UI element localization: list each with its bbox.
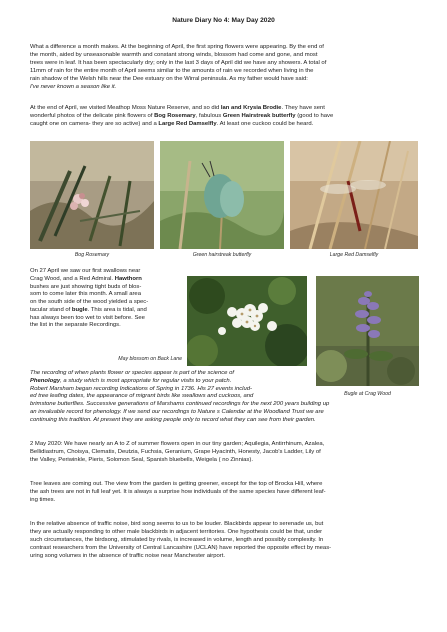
paragraph-line: the ash trees are not in full leaf yet. It is always a surprise how individuals of the same species have different leaf- (30, 489, 326, 495)
paragraph-line: trees were in leaf. It has been spectacularly dry; only in the last 3 days of April did we have any showers. A total of (30, 60, 327, 66)
paragraph-line: has always been too wet to visit before. See (30, 314, 145, 321)
bog-rosemary-caption: Bog Rosemary (74, 252, 110, 258)
paragraph-line: Phenology, a study which is most appropriate for regular visits to your patch. (30, 377, 232, 384)
paragraph-line: Tree leaves are coming out. The view from the garden is getting greener, except for the top of Brocka Hill, where (30, 481, 323, 487)
phenology-paragraph-top (30, 370, 310, 401)
paragraph-line: they are actually responding to other male blackbirds in adjacent territories. One hypothesis could be that, under (30, 529, 323, 535)
quote-line: I've never known a season like it. (30, 84, 117, 90)
paragraph-line: the list in the separate Recordings. (30, 322, 121, 329)
paragraph-line: an invaluable record for phenology. If we send our recordings to Nature s Calendar at the Woodland Trust we are (30, 408, 324, 415)
green-hairstreak-caption: Green hairstreak butterfly (192, 252, 252, 258)
large-red-damselfly-photo (290, 141, 418, 249)
paragraph-line: 11mm of rain for the entire month of April seems similar to the amounts of rain we recorded when living in the (30, 68, 314, 74)
paragraph-line: the Valley, Periwinkle, Pieris, Solomon Seal, Spanish bluebells, Weigela ( no Zinnias). (30, 457, 253, 463)
paragraph-line: In the relative absence of traffic noise, bird song seems to us to be louder. Blackbirds appear to serenade us, but (30, 521, 324, 527)
paragraph-line: the month, aided by unseasonable warmth and constant strong winds, blossom had come and gone, and most (30, 52, 318, 58)
paragraph-line: Robert Marsham began recording Indications of Spring in 1736. His 27 events includ- (30, 385, 253, 392)
paragraph-line: uring song volumes in the absence of traffic noise near Manchester airport. (30, 553, 226, 559)
paragraph-line: rain shadow of the Welsh hills near the Dee estuary on the Wirral peninsula. As my father would have said: (30, 76, 308, 82)
phenology-paragraph-bottom (30, 401, 419, 424)
paragraph-line: contrast researchers from the University of Central Lancashire (UCLAN) have reported the opposite effect by meas- (30, 545, 332, 551)
paragraph-line: som to come later this month. A small area (30, 291, 141, 298)
may-blossom-photo (187, 276, 307, 366)
bog-rosemary-photo (30, 141, 154, 249)
meathop-paragraph (30, 104, 419, 128)
paragraph-line: At the end of April, we visited Meathop Moss Nature Reserve, and so did Ian and Krysia Brodie. They have sent (30, 105, 325, 111)
tree-leaves-paragraph (30, 480, 419, 504)
paragraph-line: wonderful photos of the delicate pink flowers of Bog Rosemary, fabulous Green Hairstreak butterfly (good to have (30, 113, 334, 119)
paragraph-line: caught one on camera- they are so active) and a Large Red Damselfly. At least one cuckoo could be heard. (30, 121, 314, 127)
bird-song-paragraph (30, 520, 419, 560)
paragraph-line: such circumstances, the birdsong, stimulated by rivals, is increased in volume, length and possibly complexity. In (30, 537, 324, 543)
paragraph-line: ed tree leafing dates, the appearance of migrant birds like swallows and cuckoos, and (30, 393, 254, 400)
large-red-damselfly-caption: Large Red Damselfly (329, 252, 379, 258)
bugle-caption: Bugle at Crag Wood (344, 391, 391, 397)
page-title: Nature Diary No 4: May Day 2020 (172, 17, 275, 24)
green-hairstreak-photo (160, 141, 284, 249)
swallows-paragraph (30, 268, 182, 330)
paragraph-line: What a difference a month makes. At the beginning of April, the first spring flowers were appearing. By the end of (30, 44, 324, 50)
paragraph-line: tacular stand of bugle. This area is tidal, and (30, 306, 147, 313)
paragraph-line: The recording of when plants flower or species appear is part of the science of (30, 370, 234, 376)
paragraph-line: ing times. (30, 497, 56, 503)
paragraph-line: continuing this tradition. At present they are asking people only to record what they can see from their garden. (30, 416, 316, 423)
bugle-photo (316, 276, 419, 386)
paragraph-line: on the south side of the wood yielded a spec- (30, 299, 149, 305)
may-blossom-caption: May blossom on Back Lane (118, 356, 182, 362)
paragraph-line: Bellidiastrum, Choisya, Clematis, Deutzia, Fuchsia, Geranium, Grape Hyacinth, Honesty, Jacob's Ladder, Lily of (30, 449, 321, 455)
paragraph-line: 2 May 2020: We have nearly an A to Z of summer flowers open in our tiny garden; Aquilegia, Antirrhinum, Azalea, (30, 441, 325, 447)
paragraph-line: bushes are just showing tight buds of blos- (30, 283, 142, 290)
paragraph-line: On 27 April we saw our first swallows near (30, 268, 141, 274)
intro-paragraph (30, 43, 419, 91)
paragraph-line: brimstone butterflies. Successive generations of Marshams continued recordings for the next 200 years building up (30, 401, 330, 407)
paragraph-line: Crag Wood, and a Red Admiral. Hawthorn (30, 275, 142, 282)
garden-flowers-paragraph (30, 440, 419, 464)
